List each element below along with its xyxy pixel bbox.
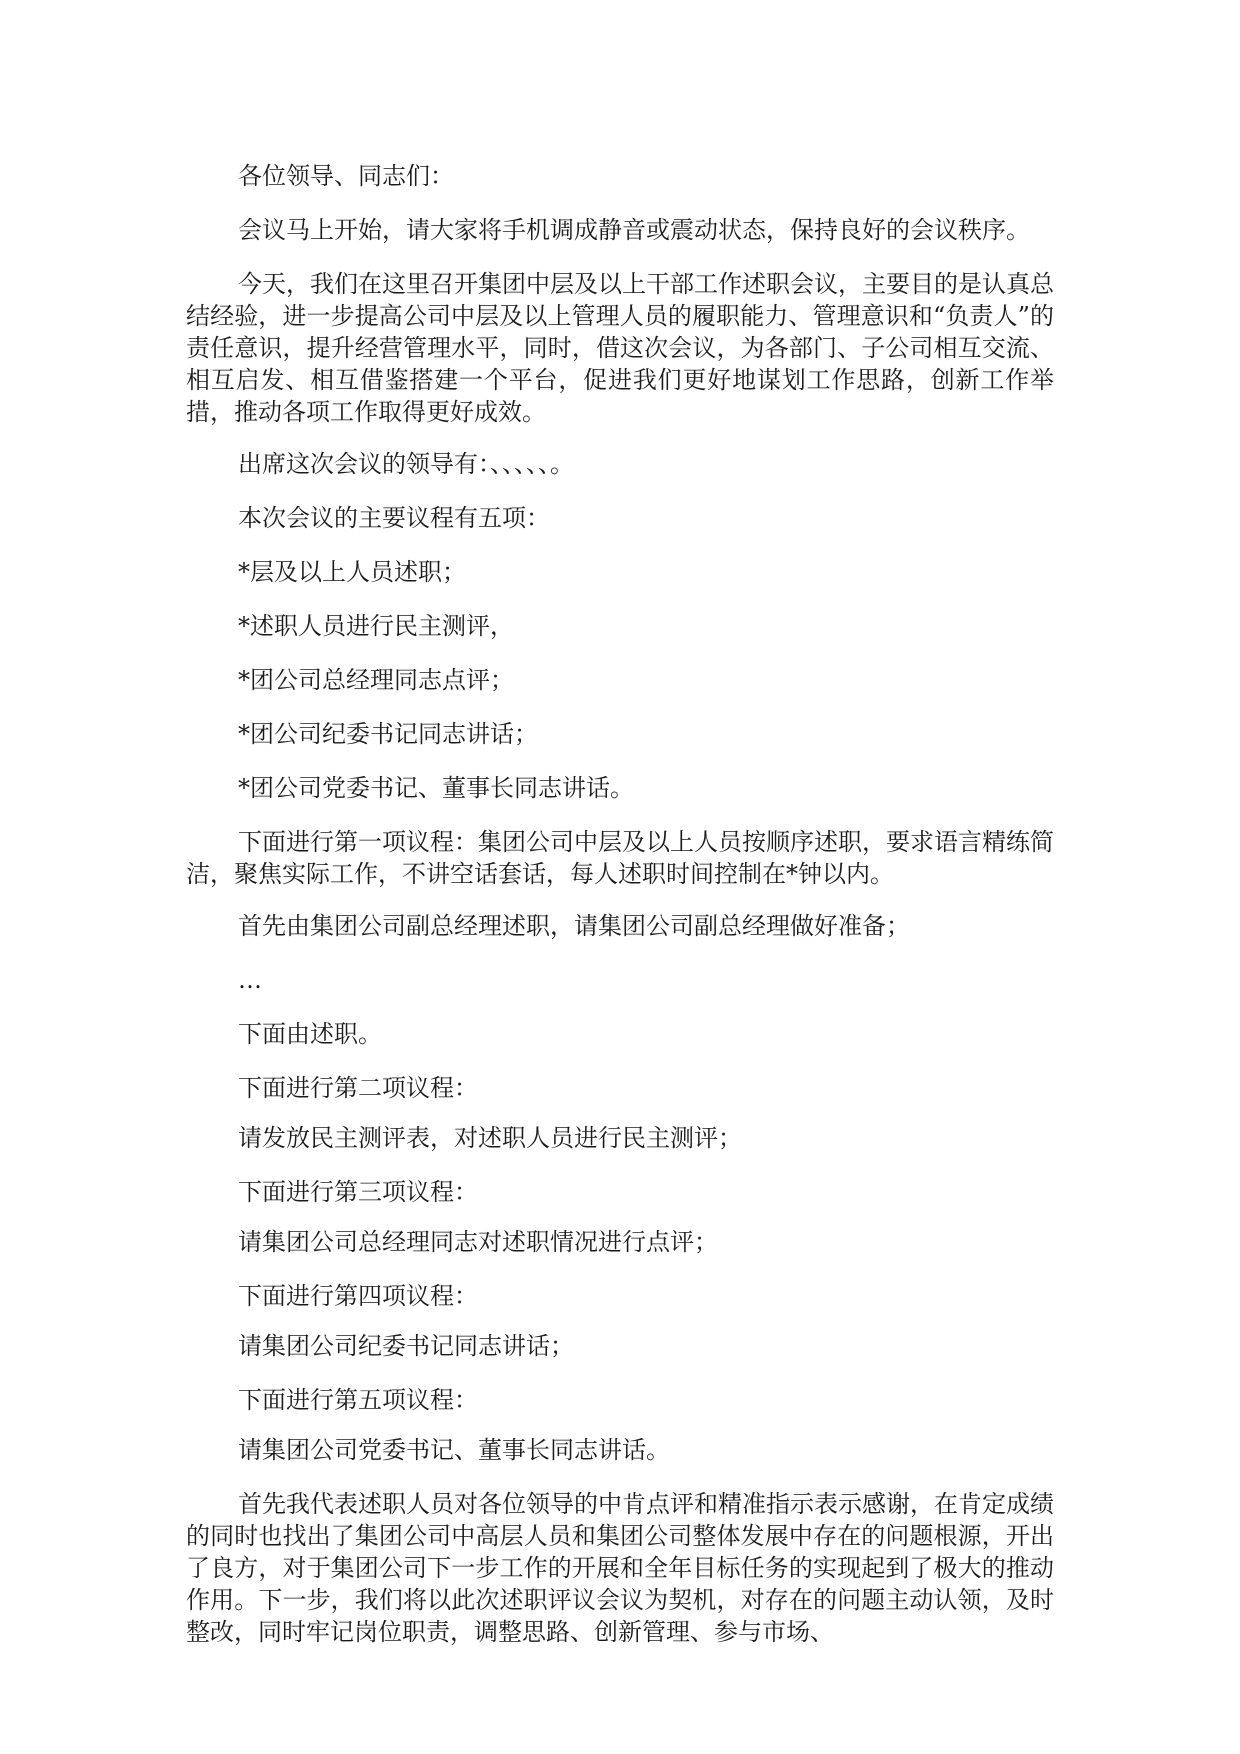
agenda-item-2: *述职人员进行民主测评， [238,612,514,640]
agenda-item-3: *团公司总经理同志点评； [238,666,514,694]
paragraph-agenda-intro: 本次会议的主要议程有五项： [238,504,550,532]
document-body [186,160,1054,1668]
paragraph-fourth-agenda: 下面进行第四项议程： [238,1282,478,1310]
paragraph-third-agenda-detail: 请集团公司总经理同志对述职情况进行点评； [238,1228,718,1256]
agenda-item-4: *团公司纪委书记同志讲话； [238,720,538,748]
paragraph-salutation: 各位领导、同志们： [238,162,454,190]
paragraph-opening-notice: 会议马上开始，请大家将手机调成静音或震动状态，保持良好的会议秩序。 [238,216,1030,244]
agenda-item-1: *层及以上人员述职； [238,558,466,586]
paragraph-next-speaker: 下面由述职。 [238,1020,382,1048]
paragraph-second-agenda-detail: 请发放民主测评表，对述职人员进行民主测评； [238,1124,742,1152]
paragraph-fifth-agenda: 下面进行第五项议程： [238,1386,478,1414]
paragraph-second-agenda: 下面进行第二项议程： [238,1074,478,1102]
paragraph-fifth-agenda-detail: 请集团公司党委书记、董事长同志讲话。 [238,1436,670,1464]
paragraph-first-speaker: 首先由集团公司副总经理述职，请集团公司副总经理做好准备； [238,912,910,940]
paragraph-third-agenda: 下面进行第三项议程： [238,1178,478,1206]
paragraph-attending-leaders: 出席这次会议的领导有：、、、、、。 [238,450,574,478]
paragraph-meeting-purpose: 今天，我们在这里召开集团中层及以上干部工作述职会议，主要目的是认真总结经验，进一步提高公司中层及以上管理人员的履职能力、管理意识和“负责人”的责任意识，提升经营管理水平，同时，借这次会议，为各部门、子公司相互交流、相互启发、相互借鉴搭建一个平台，促进我们更好地谋划工作思路，创新工作举措，推动各项工作取得更好成效。 [186,270,1054,426]
paragraph-ellipsis: … [238,966,262,994]
agenda-item-5: *团公司党委书记、董事长同志讲话。 [238,774,634,802]
paragraph-fourth-agenda-detail: 请集团公司纪委书记同志讲话； [238,1332,574,1360]
paragraph-first-agenda: 下面进行第一项议程：集团公司中层及以上人员按顺序述职，要求语言精练简洁，聚焦实际工作，不讲空话套话，每人述职时间控制在*钟以内。 [186,828,1054,888]
paragraph-closing-remarks: 首先我代表述职人员对各位领导的中肯点评和精准指示表示感谢，在肯定成绩的同时也找出了集团公司中高层人员和集团公司整体发展中存在的问题根源，开出了良方，对于集团公司下一步工作的开展和全年目标任务的实现起到了极大的推动作用。下一步，我们将以此次述职评议会议为契机，对存在的问题主动认领，及时整改，同时牢记岗位职责，调整思路、创新管理、参与市场、 [186,1490,1054,1646]
